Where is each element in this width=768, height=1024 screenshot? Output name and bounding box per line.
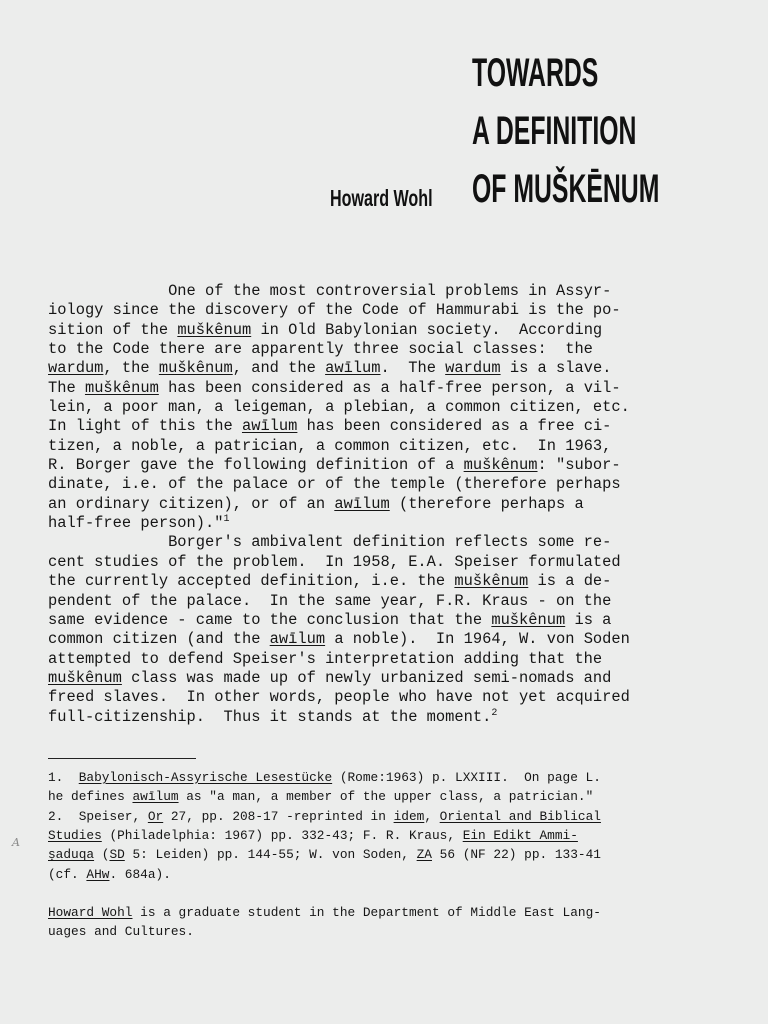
body-line — [48, 340, 688, 359]
underlined-term: Or — [147, 808, 164, 824]
text-run: 2. Speiser, — [48, 808, 148, 824]
text-run: uages and Cultures. — [48, 924, 194, 940]
underlined-term: Ein Edikt Ammi- — [462, 828, 578, 844]
text-run: common citizen (and the — [48, 630, 270, 649]
text-run: . 684a). — [109, 866, 171, 882]
title-line-2: A DEFINITION — [472, 109, 637, 153]
footnote-ref: 2 — [491, 707, 498, 719]
footnote-line — [48, 788, 688, 807]
body-line — [48, 533, 688, 552]
text-run: , — [424, 808, 440, 824]
underlined-term: ZA — [416, 847, 432, 863]
text-run: lein, a poor man, a leigeman, a plebian, a common citizen, etc. — [48, 398, 630, 417]
body-line — [48, 456, 688, 475]
text-run: freed slaves. In other words, people who have not yet acquired — [48, 688, 630, 707]
underlined-term: Howard Wohl — [48, 905, 133, 920]
text-run: 27, pp. 208-17 -reprinted in — [163, 808, 394, 824]
text-run: same evidence - came to the conclusion that the — [48, 610, 492, 629]
footnote-divider — [48, 758, 196, 759]
text-run: Borger's ambivalent definition reflects some re- — [48, 533, 612, 552]
underlined-term: muškênum — [84, 378, 159, 397]
underlined-term: idem — [393, 808, 425, 824]
author-note — [48, 904, 688, 943]
text-run: 56 (NF 22) pp. 133-41 — [431, 847, 601, 863]
text-run: R. Borger gave the following definition of a — [48, 456, 464, 475]
text-run: the currently accepted definition, i.e. the — [48, 572, 455, 591]
article-title — [472, 44, 659, 218]
underlined-term: wardum — [445, 359, 501, 378]
text-run: is a — [565, 610, 612, 629]
underlined-term: awīlum — [132, 789, 179, 805]
text-run: tizen, a noble, a patrician, a common citizen, etc. In 1963, — [48, 436, 612, 455]
body-line — [48, 359, 688, 378]
body-line — [48, 708, 688, 727]
margin-annotation: A — [12, 836, 20, 849]
footnote-line — [48, 846, 688, 865]
text-run: is a de- — [528, 572, 612, 591]
body-line — [48, 417, 688, 436]
text-run: , the — [103, 359, 159, 378]
underlined-term: muškênum — [177, 320, 252, 339]
text-run: (Philadelphia: 1967) pp. 332-43; F. R. Kraus, — [101, 828, 463, 844]
text-run: is a graduate student in the Department of Middle East Lang- — [132, 905, 601, 920]
text-run: pendent of the palace. In the same year, F.R. Kraus - on the — [48, 591, 612, 610]
text-run: ( — [94, 847, 110, 863]
footnote-line — [48, 827, 688, 846]
footnote-line — [48, 866, 688, 885]
underlined-term: ṣaduqa — [48, 847, 95, 863]
text-run: to the Code there are apparently three social classes: the — [48, 340, 593, 359]
underlined-term: SD — [109, 847, 125, 863]
author-name: Howard Wohl — [330, 185, 433, 211]
underlined-term: muškênum — [454, 572, 529, 591]
underlined-term: muškênum — [463, 456, 538, 475]
body-line — [48, 669, 688, 688]
title-line-1: TOWARDS — [472, 51, 599, 95]
footnotes — [48, 769, 688, 885]
text-run: attempted to defend Speiser's interpretation adding that the — [48, 649, 603, 668]
text-run: has been considered as a half-free person, a vil- — [158, 378, 621, 397]
body-line — [48, 398, 688, 417]
underlined-term: muškênum — [48, 668, 122, 687]
underlined-term: awīlum — [269, 630, 326, 649]
text-run: an ordinary citizen), or of an — [48, 494, 335, 513]
text-run: iology since the discovery of the Code of Hammurabi is the po- — [48, 301, 621, 320]
author-note-line — [48, 904, 688, 923]
author-note-line — [48, 923, 688, 942]
text-run: full-citizenship. Thus it stands at the moment. — [48, 707, 492, 726]
title-line-3: OF MUŠKĒNUM — [472, 167, 660, 211]
text-run: (Rome:1963) p. LXXIII. On page L. — [332, 770, 601, 785]
underlined-term: awīlum — [325, 359, 381, 378]
text-run: , and the — [232, 359, 326, 378]
underlined-term: muškênum — [491, 610, 566, 629]
body-line — [48, 379, 688, 398]
body-line — [48, 611, 688, 630]
body-line — [48, 282, 688, 301]
body-line — [48, 475, 688, 494]
body-line — [48, 650, 688, 669]
underlined-term: Oriental and Biblical — [439, 808, 601, 824]
text-run: 1. — [48, 770, 79, 785]
footnote-line — [48, 769, 688, 788]
text-run: One of the most controversial problems in Assyr- — [48, 282, 612, 300]
underlined-term: wardum — [48, 359, 104, 378]
text-run: as "a man, a member of the upper class, a patrician." — [178, 789, 594, 805]
text-run: The — [48, 378, 85, 397]
text-run: (cf. — [48, 866, 87, 882]
text-run: a noble). In 1964, W. von Soden — [325, 630, 630, 649]
body-line — [48, 321, 688, 340]
body-line — [48, 688, 688, 707]
body-line — [48, 495, 688, 514]
text-run: In light of this the — [48, 417, 242, 436]
body-line — [48, 437, 688, 456]
body-line — [48, 301, 688, 320]
body-line — [48, 630, 688, 649]
body-line — [48, 572, 688, 591]
underlined-term: muškênum — [158, 359, 233, 378]
text-run: . The — [380, 359, 446, 378]
body-line — [48, 553, 688, 572]
text-run: class was made up of newly urbanized semi-nomads and — [121, 668, 612, 687]
body-line — [48, 514, 688, 533]
text-run: dinate, i.e. of the palace or of the temple (therefore perhaps — [48, 475, 621, 494]
text-run: 5: Leiden) pp. 144-55; W. von Soden, — [124, 847, 417, 863]
underlined-term: awīlum — [334, 494, 390, 513]
underlined-term: Babylonisch-Assyrische Lesestücke — [78, 770, 333, 785]
text-run: sition of the — [48, 320, 178, 339]
footnote-ref: 1 — [223, 514, 230, 525]
text-run: half-free person)." — [48, 514, 224, 533]
footnote-line — [48, 808, 688, 827]
text-run: cent studies of the problem. In 1958, E.A. Speiser formulated — [48, 552, 621, 571]
text-run: (therefore perhaps a — [389, 494, 584, 513]
underlined-term: Studies — [48, 828, 102, 844]
body-text — [48, 282, 688, 727]
underlined-term: AHw — [86, 866, 110, 882]
text-run: he defines — [48, 789, 133, 805]
underlined-term: awīlum — [241, 417, 298, 436]
text-run: in Old Babylonian society. According — [251, 320, 603, 339]
text-run: : "subor- — [537, 456, 621, 475]
text-run: has been considered as a free ci- — [297, 417, 612, 436]
text-run: is a slave. — [500, 359, 612, 378]
body-line — [48, 592, 688, 611]
